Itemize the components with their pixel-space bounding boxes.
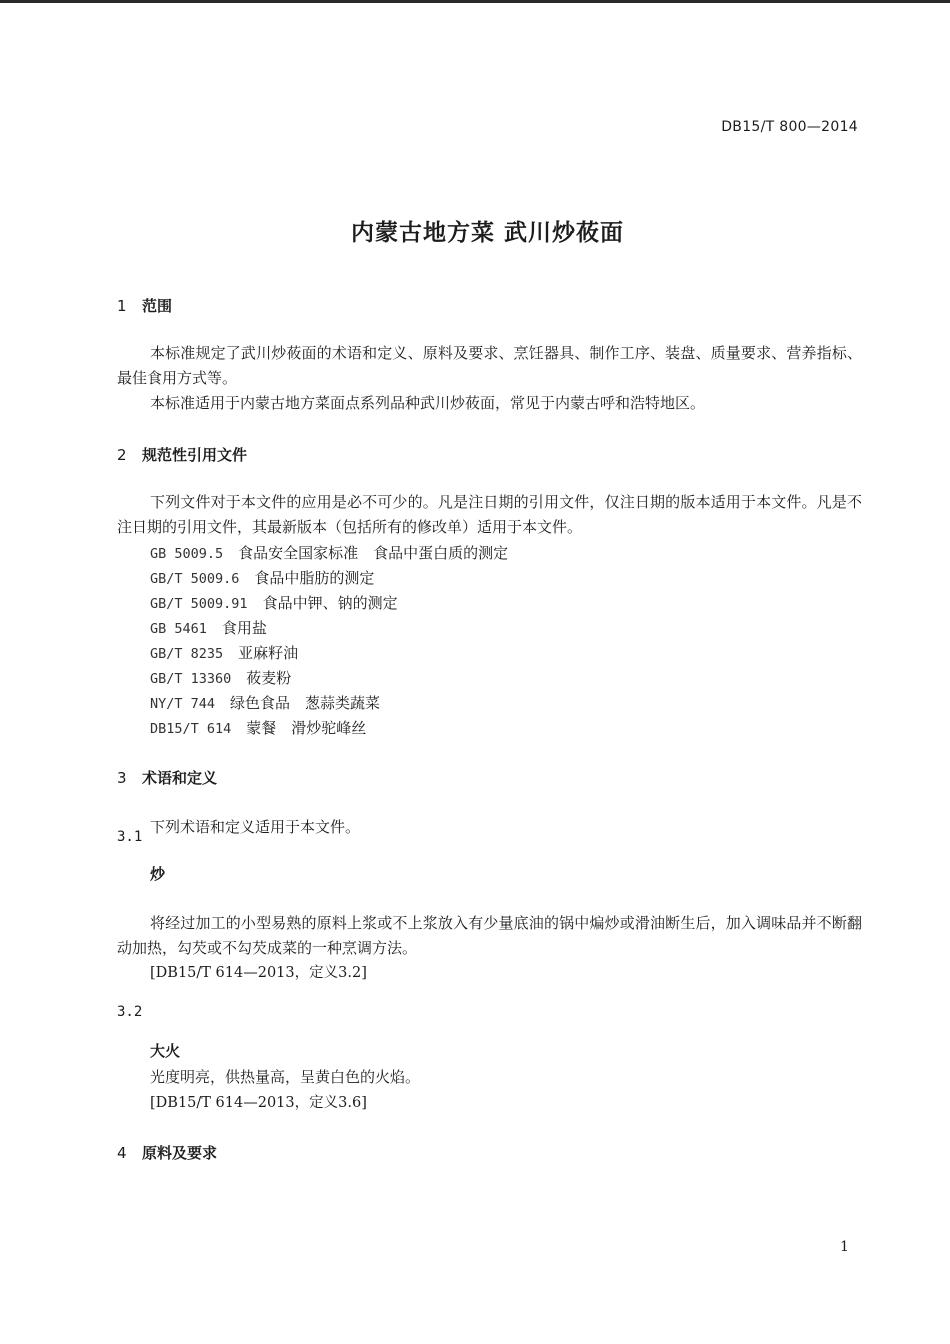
reference-name: 莜麦粉 <box>246 669 292 687</box>
term-3-2-source: [DB15/T 614—2013，定义3.6] <box>150 1095 367 1111</box>
reference-name: 食品中脂肪的测定 <box>254 569 375 587</box>
term-3-1-name: 炒 <box>150 865 166 883</box>
reference-name: 食品中钾、钠的测定 <box>262 594 398 612</box>
section-title: 术语和定义 <box>142 769 218 787</box>
section-3-intro: 下列术语和定义适用于本文件。 <box>150 818 361 836</box>
section-2-heading <box>117 444 247 465</box>
reference-code: GB/T 5009.91 <box>150 596 248 612</box>
reference-item <box>150 666 508 691</box>
reference-code: GB 5461 <box>150 621 207 637</box>
section-3-heading <box>117 767 217 788</box>
reference-item <box>150 641 508 666</box>
term-3-1-number: 3.1 <box>117 829 143 845</box>
section-number: 3 <box>117 769 127 787</box>
term-3-2-definition: 光度明亮，供热量高，呈黄白色的火焰。 <box>150 1068 421 1086</box>
section-title: 规范性引用文件 <box>142 446 248 464</box>
term-3-1-source: [DB15/T 614—2013，定义3.2] <box>150 965 367 981</box>
document-number: DB15/T 800—2014 <box>721 119 858 135</box>
section-4-heading <box>117 1142 217 1163</box>
reference-name: 食用盐 <box>221 619 267 637</box>
reference-item <box>150 616 508 641</box>
section-title: 范围 <box>142 297 173 315</box>
section-1-paragraph-2: 本标准适用于内蒙古地方菜面点系列品种武川炒莜面，常见于内蒙古呼和浩特地区。 <box>150 394 706 412</box>
reference-code: DB15/T 614 <box>150 721 232 737</box>
reference-item <box>150 591 508 616</box>
reference-code: GB 5009.5 <box>150 546 224 562</box>
reference-item <box>150 566 508 591</box>
term-3-2-number: 3.2 <box>117 1004 143 1020</box>
reference-name: 亚麻籽油 <box>238 644 299 662</box>
reference-name: 蒙餐 滑炒驼峰丝 <box>246 719 367 737</box>
section-number: 4 <box>117 1144 127 1162</box>
reference-item <box>150 691 508 716</box>
reference-code: GB/T 8235 <box>150 646 224 662</box>
section-1-heading <box>117 295 172 316</box>
section-number: 2 <box>117 446 127 464</box>
section-title: 原料及要求 <box>142 1144 218 1162</box>
section-2-intro: 下列文件对于本文件的应用是必不可少的。凡是注日期的引用文件，仅注日期的版本适用于本文件。凡是不注日期的引用文件，其最新版本（包括所有的修改单）适用于本文件。 <box>117 493 862 536</box>
reference-item <box>150 541 508 566</box>
reference-code: NY/T 744 <box>150 696 216 712</box>
reference-name: 绿色食品 葱蒜类蔬菜 <box>230 694 381 712</box>
section-1-paragraph-1: 本标准规定了武川炒莜面的术语和定义、原料及要求、烹饪器具、制作工序、装盘、质量要求、营养指标、最佳食用方式等。 <box>117 344 862 387</box>
term-3-1-definition: 将经过加工的小型易熟的原料上浆或不上浆放入有少量底油的锅中煸炒或滑油断生后，加入调味品并不断翻动加热，勾芡或不勾芡成菜的一种烹调方法。 <box>117 914 862 957</box>
document-title: 内蒙古地方菜 武川炒莜面 <box>350 220 624 246</box>
term-3-2-name: 大火 <box>150 1042 181 1060</box>
section-number: 1 <box>117 297 127 315</box>
reference-name: 食品安全国家标准 食品中蛋白质的测定 <box>238 544 509 562</box>
reference-code: GB/T 13360 <box>150 671 232 687</box>
reference-item <box>150 716 508 741</box>
reference-code: GB/T 5009.6 <box>150 571 240 587</box>
top-border-line <box>0 0 950 3</box>
normative-reference-list <box>150 541 508 741</box>
page-number: 1 <box>840 1239 849 1255</box>
